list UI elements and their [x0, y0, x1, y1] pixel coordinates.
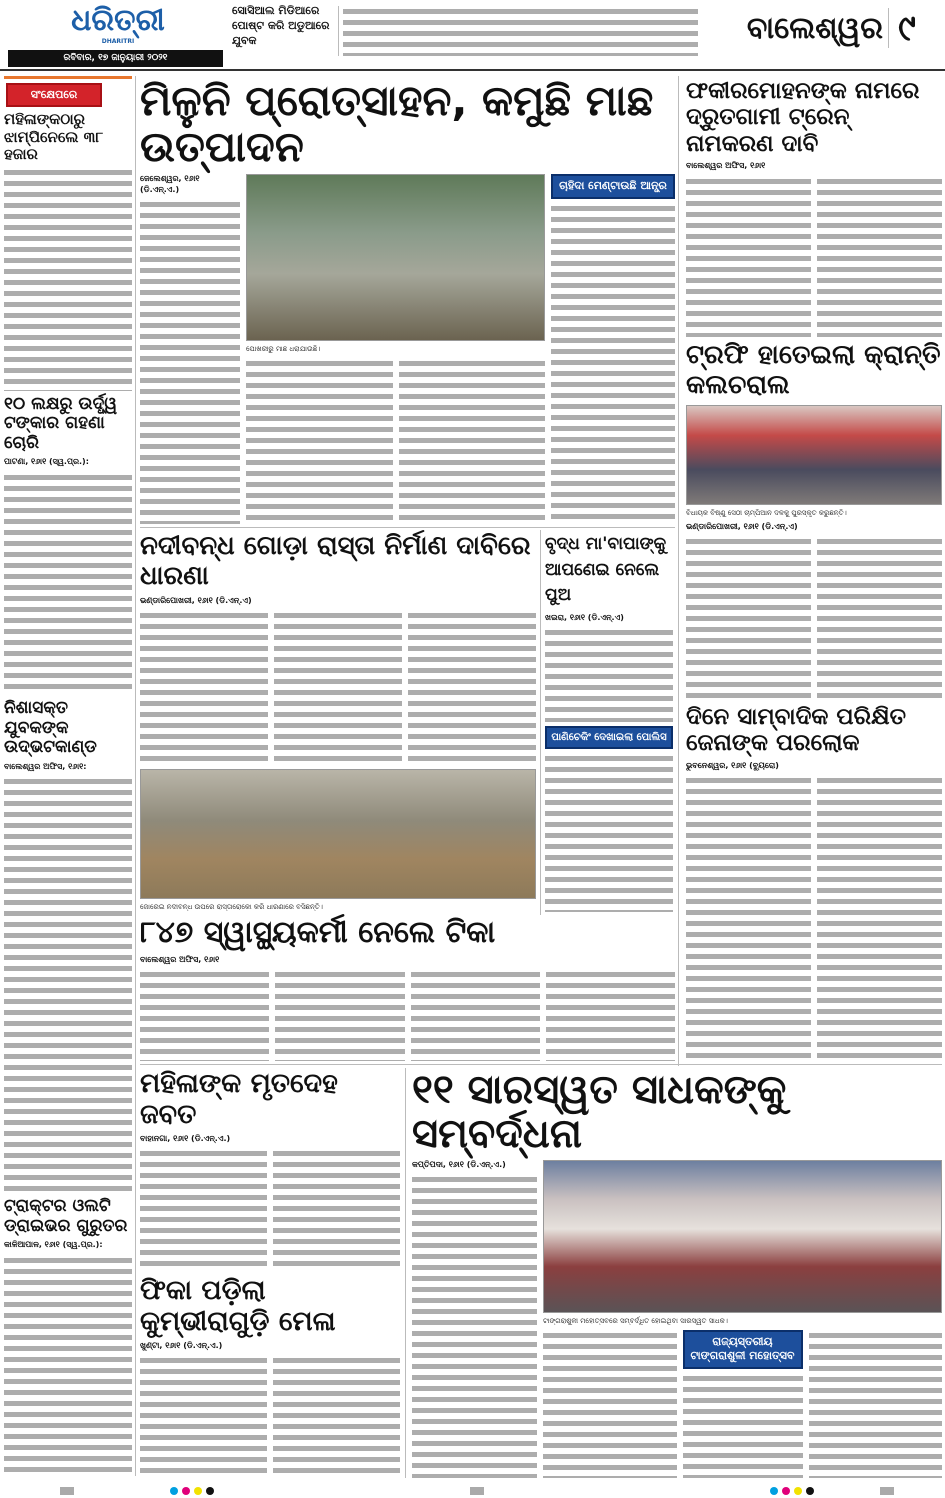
vaccine-headline: ୮୪୭ ସ୍ୱାସ୍ଥ୍ୟକର୍ମୀ ନେଲେ ଟିକା	[140, 915, 496, 950]
brief-headline: ଟ୍ରାକ୍ଟର ଓଲଟି ଡ୍ରାଇଭର ଗୁରୁତର	[4, 1196, 128, 1236]
sidebar-box: ପାଣିଚେକିଂ ଦେଖାଇଲା ପୋଲିସ	[545, 726, 673, 749]
parents-story: ବୃଦ୍ଧ ମା'ବାପାଙ୍କୁ ଆପଣେଇ ନେଲେ ପୁଅ ଖଇରା, ୧୬ା୧ (ଡି.ଏନ୍.ଏ) ପାଣିଚେକିଂ ଦେଖାଇଲା ପୋଲିସ	[545, 532, 673, 912]
honour-headline: ୧୧ ସାରସ୍ୱତ ସାଧକଙ୍କୁ ସମ୍ବର୍ଦ୍ଧନା	[412, 1067, 787, 1157]
fishing-photo	[246, 174, 545, 340]
brief-headline: ନିଶାସକ୍ତ ଯୁବକଙ୍କ ଉଦ୍ଭଟକାଣ୍ଡ	[4, 698, 97, 758]
main-story: ମିଳୁନି ପ୍ରୋତ୍ସାହନ, କମୁଛି ମାଛ ଉତ୍ପାଦନ ଜେଲେଶ୍ୱର, ୧୬ା୧ (ଡି.ଏନ୍.ଏ.) ପୋଖରୀରୁ ମାଛ ଧରାଯାଉଛି। ଚାହିଦା ମେଣ୍ଟାଉଛି ଆନ୍ଧ୍ର	[140, 78, 675, 524]
teaser-body	[343, 6, 698, 56]
vaccine-story: ୮୪୭ ସ୍ୱାସ୍ଥ୍ୟକର୍ମୀ ନେଲେ ଟିକା ବାଲେଶ୍ୱର ଅଫିସ, ୧୬ା୧	[140, 916, 675, 1061]
obit-story: ଦିନେ ସାମ୍ବାଦିକ ପରିକ୍ଷିତ ଜେନାଙ୍କ ପରଲୋକ ଭୁବନେଶ୍ୱର, ୧୬ା୧ (ବ୍ୟୁରୋ)	[686, 704, 942, 1062]
section-title: ବାଲେଶ୍ୱର	[746, 11, 883, 46]
dharana-story: ନଦୀବନ୍ଧ ଗୋଡ଼ା ରାସ୍ତା ନିର୍ମାଣ ଦାବିରେ ଧାରଣା ଭଣ୍ଡାରିପୋଖରୀ, ୧୬ା୧ (ଡି.ଏନ୍.ଏ) ଜୋରେଇ ନଦୀବନ୍ଧ ଉପରେ ରାସ୍ତାରୋକୋ କରି ଧାରଣାରେ ବସିଛନ୍ତି।	[140, 532, 536, 912]
brief-headline: ମହିଳାଙ୍କଠାରୁ ଝାମ୍ପିନେଲେ ୩୮ ହଜାର	[4, 110, 104, 163]
sidebar-box: ରାଜ୍ୟସ୍ତରୀୟ ଟାଙ୍ଗରାଶୁଳୀ ମହୋତ୍ସବ	[683, 1330, 803, 1369]
brief-headline: ୧୦ ଲକ୍ଷରୁ ଉର୍ଦ୍ଧ୍ୱ ଟଙ୍କାର ଗହଣା ଚୋରି	[4, 393, 118, 453]
right-top: ଫକୀରମୋହନଙ୍କ ନାମରେ ଦ୍ରୁତଗାମୀ ଟ୍ରେନ୍ ନାମକରଣ ଦାବି ବାଲେଶ୍ୱର ଅଫିସ, ୧୬ା୧ ଟ୍ରଫି ହାତେଇଲା କ୍ରାନ୍ତି କଲଚରାଲ ବିଧାୟକ ବିଷ୍ଣୁ ସେଠୀ ଚାମ୍ପିଆନ ଦଳକୁ ପୁରସ୍କୃତ କରୁଛନ୍ତି। ଭଣ୍ଡାରିପୋଖରୀ, ୧୬ା୧ (ଡି.ଏନ୍.ଏ)	[686, 78, 942, 698]
logo: ଧରିତ୍ରୀ DHARITRI	[71, 3, 165, 45]
dharana-headline: ନଦୀବନ୍ଧ ଗୋଡ଼ା ରାସ୍ତା ନିର୍ମାଣ ଦାବିରେ ଧାରଣା	[140, 531, 531, 591]
main-headline: ମିଳୁନି ପ୍ରୋତ୍ସାହନ, କମୁଛି ମାଛ ଉତ୍ପାଦନ	[140, 76, 654, 172]
train-headline: ଫକୀରମୋହନଙ୍କ ନାମରେ ଦ୍ରୁତଗାମୀ ଟ୍ରେନ୍ ନାମକରଣ ଦାବି	[686, 78, 920, 157]
fair-headline: ଫିକା ପଡ଼ିଲା କୁମ୍ଭୀରାଗୁଡ଼ି ମେଳା	[140, 1275, 336, 1338]
parents-headline: ବୃଦ୍ଧ ମା'ବାପାଙ୍କୁ ଆପଣେଇ ନେଲେ ପୁଅ	[545, 534, 667, 605]
body-headline: ମହିଳାଙ୍କ ମୃତଦେହ ଜବତ	[140, 1068, 338, 1131]
teaser-headline: ସୋସିଆଲ ମିଡିଆରେ ପୋଷ୍ଟ କରି ଅଡୁଆରେ ଯୁବକ	[232, 4, 330, 47]
trophy-headline: ଟ୍ରଫି ହାତେଇଲା କ୍ରାନ୍ତି କଲଚରାଲ	[686, 340, 941, 401]
page-number: ୯	[898, 8, 916, 49]
honour-story: ୧୧ ସାରସ୍ୱତ ସାଧକଙ୍କୁ ସମ୍ବର୍ଦ୍ଧନା କପ୍ତିପଦା, ୧୬ା୧ (ଡି.ଏନ୍.ଏ.) ଟାଙ୍ଗରାଶୁଳୀ ମହୋତ୍ସବରେ ସମ୍ବର୍ଦ୍ଧିତ ହୋଇଥିବା ସାରସ୍ୱତ ସାଧକ। ରାଜ୍ୟସ୍ତରୀୟ ଟାଙ୍ଗରାଶୁଳୀ ମହୋତ୍ସବ	[412, 1068, 942, 1478]
registration-strip	[0, 1484, 945, 1498]
dharana-photo	[140, 769, 536, 899]
briefs-label: ସଂକ୍ଷେପରେ	[6, 83, 102, 107]
date-bar: ରବିବାର, ୧୭ ଜାନୁୟାରୀ ୨୦୨୧	[8, 50, 223, 67]
briefs-column: ସଂକ୍ଷେପରେ ମହିଳାଙ୍କଠାରୁ ଝାମ୍ପିନେଲେ ୩୮ ହଜାର ୧୦ ଲକ୍ଷରୁ ଉର୍ଦ୍ଧ୍ୱ ଟଙ୍କାର ଗହଣା ଚୋରି ପାଟଣା, ୧୬ା୧ (ସ୍ୱ.ପ୍ର.): ନିଶାସକ୍ତ ଯୁବକଙ୍କ ଉଦ୍ଭଟକାଣ୍ଡ ବାଲେଶ୍ୱର ଅଫିସ, ୧୬ା୧: ଟ୍ରାକ୍ଟର ଓଲଟି ଡ୍ରାଇଭର ଗୁରୁତର କାଳିଆପାଳ, ୧୬ା୧ (ସ୍ୱ.ପ୍ର.):	[4, 76, 132, 1478]
honour-photo	[543, 1160, 942, 1313]
sidebar-box: ଚାହିଦା ମେଣ୍ଟାଉଛି ଆନ୍ଧ୍ର	[551, 174, 675, 198]
trophy-photo	[686, 405, 942, 505]
left-lower: ମହିଳାଙ୍କ ମୃତଦେହ ଜବତ ବାହାନଗା, ୧୬ା୧ (ଡି.ଏନ୍.ଏ.) ଫିକା ପଡ଼ିଲା କୁମ୍ଭୀରାଗୁଡ଼ି ମେଳା ଖୁଣ୍ଟା, ୧୬ା୧ (ଡି.ଏନ୍.ଏ.)	[140, 1068, 400, 1478]
masthead	[0, 0, 945, 72]
obit-headline: ଦିନେ ସାମ୍ବାଦିକ ପରିକ୍ଷିତ ଜେନାଙ୍କ ପରଲୋକ	[686, 704, 907, 757]
